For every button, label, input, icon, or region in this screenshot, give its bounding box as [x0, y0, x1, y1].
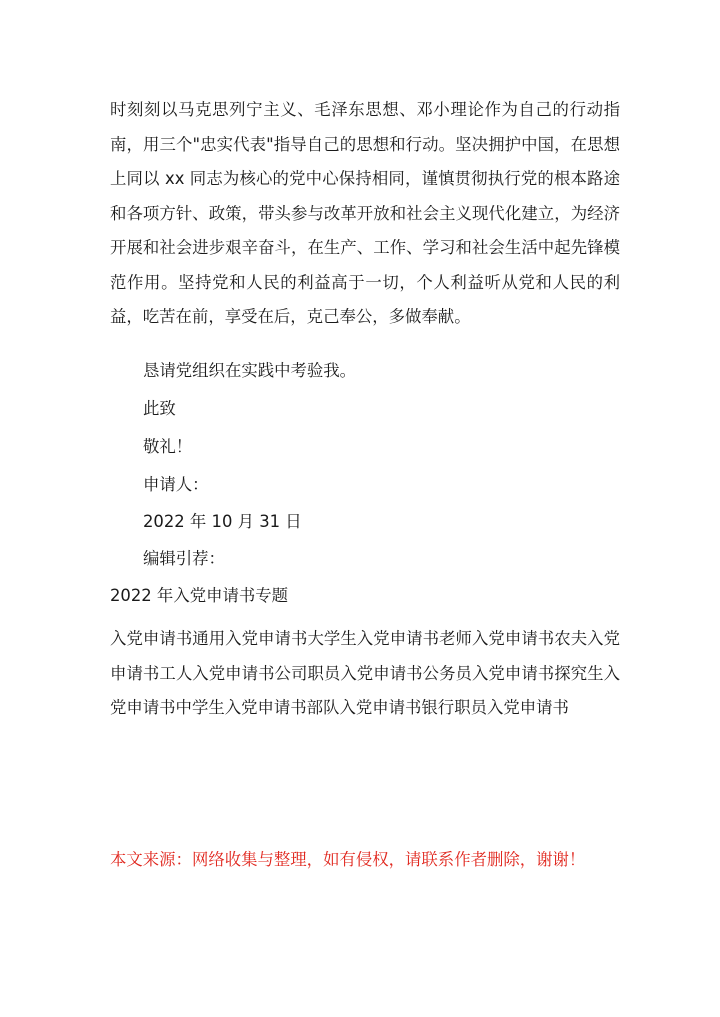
closing-salutation: 此致 — [143, 399, 176, 418]
editor-recommend-label: 编辑引荐： — [143, 549, 225, 568]
date-line: 2022 年 10 月 31 日 — [143, 512, 302, 531]
body-paragraph: 时刻刻以马克思列宁主义、毛泽东思想、邓小理论作为自己的行动指南，用三个"忠实代表"指导自己的思想和行动。坚决拥护中国，在思想上同以 xx 同志为核心的党中心保持相同，谨慎贯彻执行党的根本路途和各项方针、政策，带头参与改革开放和社会主义现代化建立，为经济开展和社会进步艰辛奋斗，在生产、工作、学习和社会生活中起先锋模范作用。坚持党和人民的利益高于一切，个人利益听从党和人民的利益，吃苦在前，享受在后，克己奉公，多做奉献。 — [110, 100, 620, 326]
topic-list: 入党申请书通用入党申请书大学生入党申请书老师入党申请书农夫入党申请书工人入党申请书公司职员入党申请书公务员入党申请书探究生入党申请书中学生入党申请书部队入党申请书银行职员入党申请书 — [110, 629, 620, 717]
applicant-label: 申请人： — [143, 475, 209, 494]
closing-regards: 敬礼！ — [143, 437, 193, 456]
topic-title: 2022 年入党申请书专题 — [110, 586, 289, 605]
request-line: 恳请党组织在实践中考验我。 — [143, 361, 357, 380]
source-notice: 本文来源：网络收集与整理，如有侵权，请联系作者删除，谢谢！ — [110, 850, 586, 869]
